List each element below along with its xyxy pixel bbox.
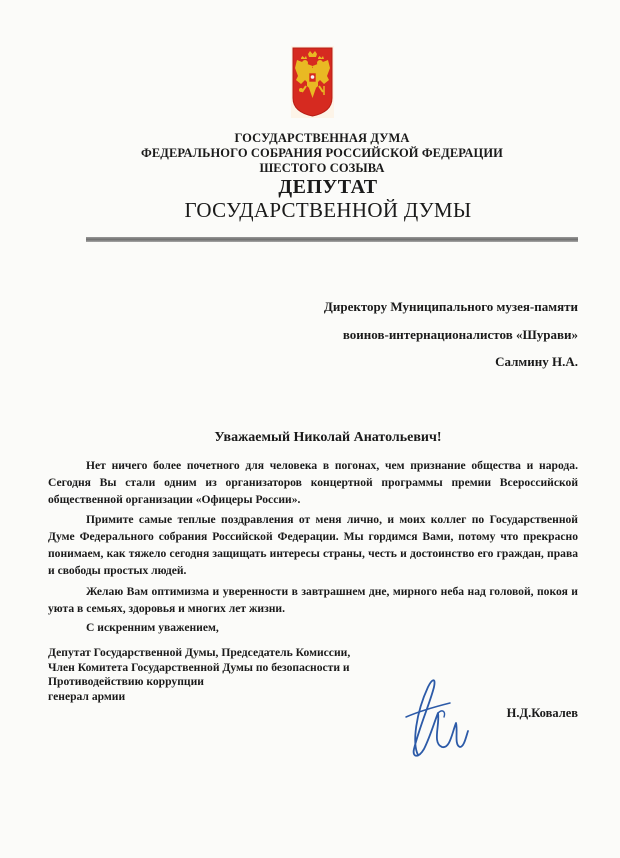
- header-line-2: ФЕДЕРАЛЬНОГО СОБРАНИЯ РОССИЙСКОЙ ФЕДЕРАЦИИ: [141, 146, 503, 160]
- signatory-position: [48, 646, 408, 704]
- addressee-name: Салмину Н.А.: [495, 354, 578, 369]
- header-divider: [86, 237, 578, 242]
- addressee-line-1: Директору Муниципального музея-памяти: [323, 299, 578, 314]
- signatory-line-2: Член Комитета Государственной Думы по безопасности и: [48, 660, 350, 674]
- handwritten-signature: [398, 673, 474, 765]
- header-line-1: ГОСУДАРСТВЕННАЯ ДУМА: [234, 131, 410, 145]
- paragraph-1: Нет ничего более почетного для человека в погонах, чем признание общества и народа. Сегодня Вы стали одним из организаторов концертной программы премии Всероссийской общественной организации «Офицеры России».: [48, 459, 578, 506]
- signatory-line-1: Депутат Государственной Думы, Председатель Комиссии,: [48, 646, 351, 659]
- header-line-3: ШЕСТОГО СОЗЫВА: [259, 161, 385, 175]
- greeting: Уважаемый Николай Анатольевич!: [214, 430, 442, 445]
- letterhead-title: ДЕПУТАТ: [278, 176, 378, 198]
- signatory-line-3: Противодействию коррупции: [48, 675, 204, 688]
- signatory-rank: генерал армии: [48, 689, 126, 703]
- russian-coat-of-arms-icon: [291, 46, 334, 118]
- closing-phrase: С искренним уважением,: [86, 621, 219, 634]
- addressee-line-2: воинов-интернационалистов «Шурави»: [342, 327, 578, 342]
- letterhead-subtitle: ГОСУДАРСТВЕННОЙ ДУМЫ: [184, 198, 472, 222]
- paragraph-3: Желаю Вам оптимизма и уверенности в завтрашнем дне, мирного неба над головой, покоя и уюта в семьях, здоровья и многих лет жизни.: [48, 585, 578, 615]
- paragraph-2: Примите самые теплые поздравления от меня лично, и моих коллег по Государственной Думе Федерального собрания Российской Федерации. Мы гордимся Вами, потому что прекрасно понимаем, как тяжело сегодня защищать интересы страны, честь и достоинство его граждан, права и свободы простых людей.: [48, 513, 578, 577]
- signatory-name: Н.Д.Ковалев: [506, 706, 578, 720]
